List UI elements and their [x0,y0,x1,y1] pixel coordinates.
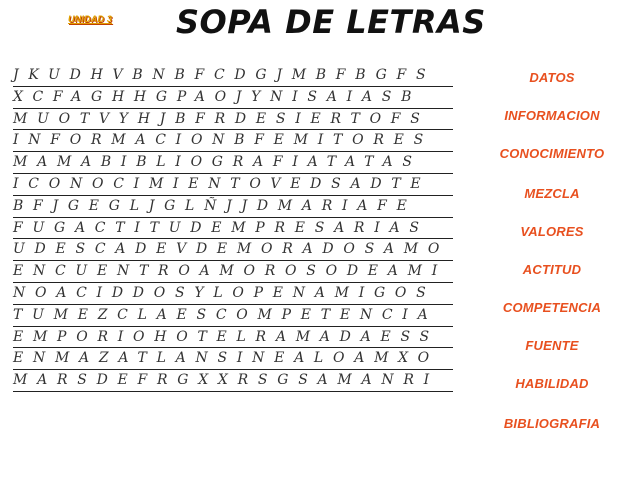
grid-row: MAMABIBLIOGRAFIATATAS [13,152,453,174]
word-item: FUENTE [525,338,579,353]
word-item: BIBLIOGRAFIA [503,416,601,431]
grid-row: MUOTVYHJBFRDESIERTOFS [13,109,453,131]
word-item: COMPETENCIA [502,300,602,315]
word-item: MEZCLA [524,186,580,201]
grid-row: INFORMACIONBFEMITORES [13,130,453,152]
grid-row: EMPORIOHOTELRAMADAESS [13,327,453,349]
word-item: ACTITUD [522,262,582,277]
grid-row: ENCUENTROAMOROSODEAMI [13,261,453,283]
grid-row: XCFAGHHGPAOJYNISAIASB [13,87,453,109]
grid-row: ENMAZATLANSINEALOAMXO [13,348,453,370]
word-item: HABILIDAD [515,376,589,391]
grid-row: TUMEZCLAESCOMPETENCIA [13,305,453,327]
unit-label: UNIDAD 3 [68,14,113,24]
word-item: CONOCIMIENTO [499,146,605,161]
grid-row: FUGACTITUDEMPRESARIAS [13,218,453,240]
grid-row: UDESCADEVDEMORADOSAMO [13,239,453,261]
grid-row: MARSDEFRGXXRSGSAMANRI [13,370,453,392]
grid-row: NOACIDDOSYLOPENAMIGOS [13,283,453,305]
word-item: DATOS [529,70,575,85]
page-title: SOPA DE LETRAS [176,3,486,41]
word-item: VALORES [520,224,584,239]
word-item: INFORMACION [504,108,600,123]
grid-row: BFJGEGLJGLÑJJDMARIAFE [13,196,453,218]
grid-row: JKUDHVBNBFCDGJMBFBGFS [13,65,453,87]
grid-row: ICONOCIMIENTOVEDSADTE [13,174,453,196]
letter-grid [13,65,453,392]
